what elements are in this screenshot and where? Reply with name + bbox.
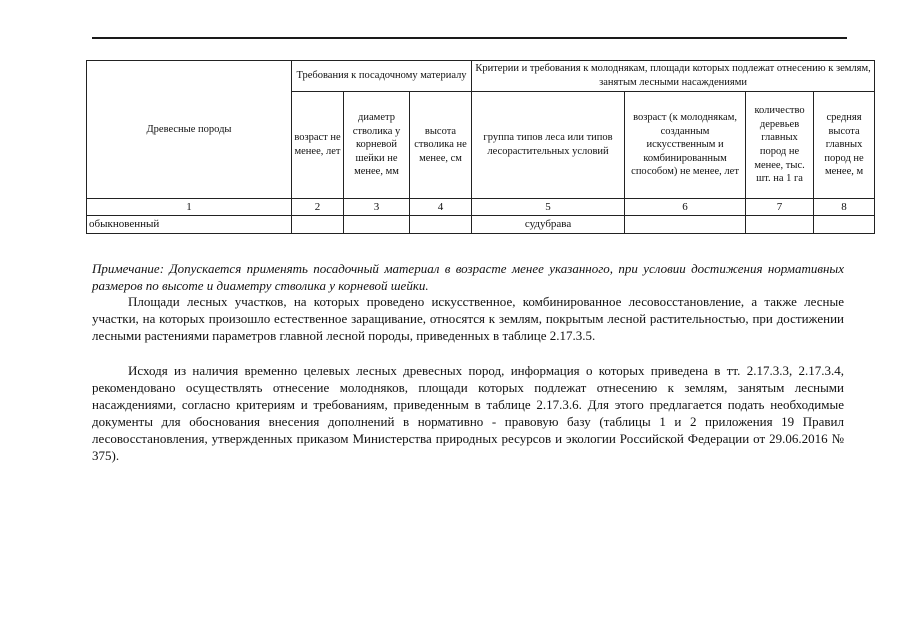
header-tree-count: количество деревьев главных пород не менее, тыс. шт. на 1 га xyxy=(746,92,814,199)
column-number: 5 xyxy=(472,199,625,216)
column-number: 8 xyxy=(814,199,875,216)
criteria-table xyxy=(86,60,875,234)
header-planting-material: Требования к посадочному материалу xyxy=(292,61,472,92)
top-rule xyxy=(92,37,847,39)
header-height: высота стволика не менее, см xyxy=(410,92,472,199)
header-row-1 xyxy=(87,61,875,92)
cell-average-height xyxy=(814,216,875,233)
cell-species: обыкновенный xyxy=(87,216,292,233)
column-number: 1 xyxy=(87,199,292,216)
header-age: возраст не менее, лет xyxy=(292,92,344,199)
column-number: 2 xyxy=(292,199,344,216)
paragraph-land-classification: Площади лесных участков, на которых проведено искусственное, комбинированное лесовосстановление, а также лесные участки, на которых произошло естественное заращивание, относятся к землям, покрытым лесной растительностью, при достижении лесными растениями параметров главной лесной породы, приведенных в таблице 2.17.3.5. xyxy=(92,294,844,343)
column-number: 4 xyxy=(410,199,472,216)
header-young-age: возраст (к молоднякам, созданным искусственным и комбинированным способом) не менее, лет xyxy=(625,92,746,199)
header-species: Древесные породы xyxy=(87,61,292,199)
column-number-row xyxy=(87,199,875,216)
table-row xyxy=(87,216,875,233)
cell-young-age xyxy=(625,216,746,233)
cell-height xyxy=(410,216,472,233)
header-diameter: диаметр стволика у корневой шейки не менее, мм xyxy=(344,92,410,199)
column-number: 7 xyxy=(746,199,814,216)
cell-age xyxy=(292,216,344,233)
header-young-stands-criteria: Критерии и требования к молоднякам, площади которых подлежат отнесению к землям, занятым лесными насаждениями xyxy=(472,61,875,92)
header-forest-type-group: группа типов леса или типов лесорастительных условий xyxy=(472,92,625,199)
column-number: 6 xyxy=(625,199,746,216)
column-number: 3 xyxy=(344,199,410,216)
paragraph-recommendation: Исходя из наличия временно целевых лесных древесных пород, информация о которых приведена в тт. 2.17.3.3, 2.17.3.4, рекомендовано осуществлять отнесение молодняков, площади которых подлежат отнесению к землям, занятым лесными насаждениями, согласно критериям и требованиям, приведенным в таблице 2.17.3.6. Для этого предлагается подать необходимые документы для обоснования внесения дополнений в нормативно - правовую базу (таблицы 1 и 2 приложения 19 Правил лесовосстановления, утвержденных приказом Министерства природных ресурсов и экологии Российской Федерации от 29.06.2016 № 375). xyxy=(92,363,844,463)
cell-forest-type-group: судубрава xyxy=(472,216,625,233)
cell-diameter xyxy=(344,216,410,233)
table-note: Примечание: Допускается применять посадочный материал в возрасте менее указанного, при условии достижения нормативных размеров по высоте и диаметру стволика у корневой шейки. xyxy=(92,261,844,293)
cell-tree-count xyxy=(746,216,814,233)
header-average-height: средняя высота главных пород не менее, м xyxy=(814,92,875,199)
